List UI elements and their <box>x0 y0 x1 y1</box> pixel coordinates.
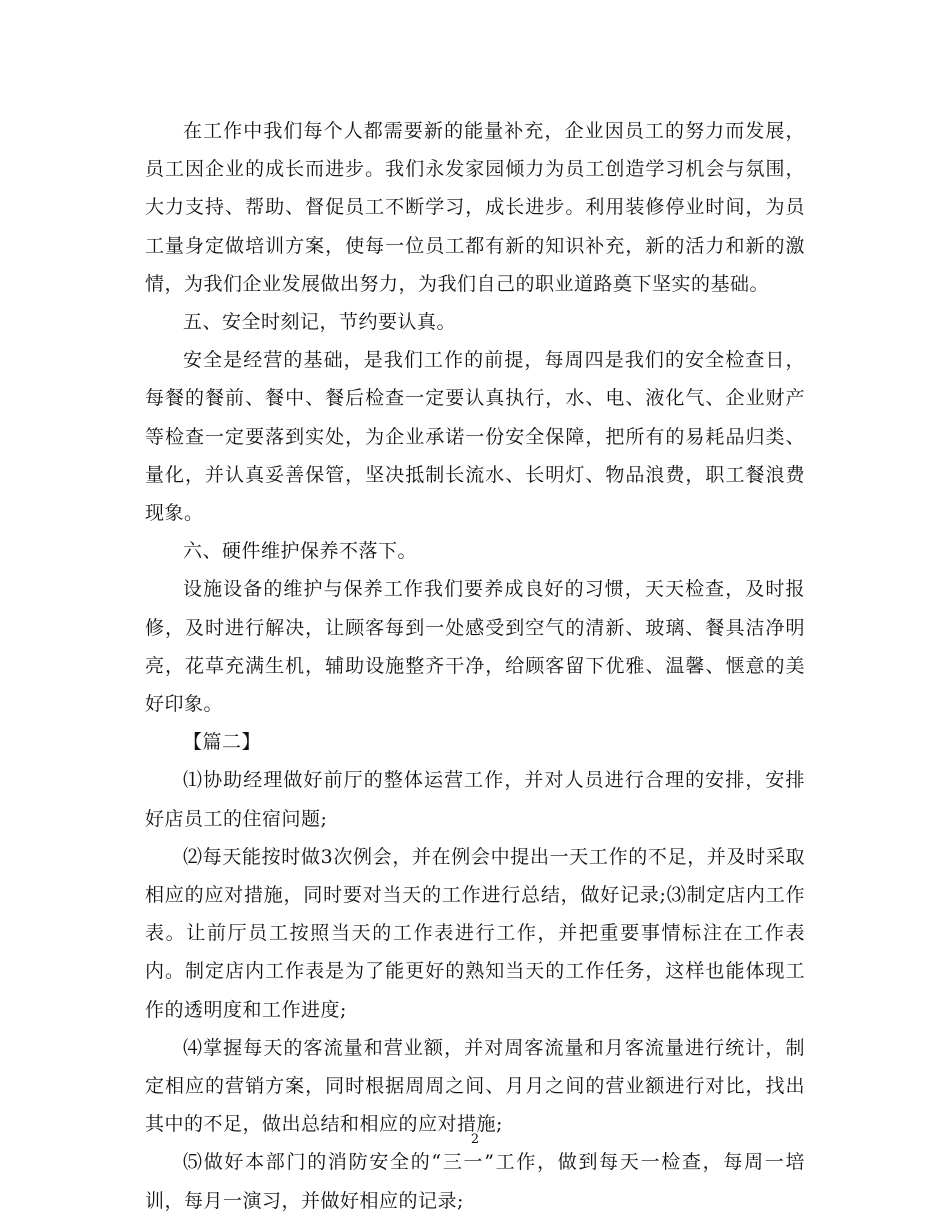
page-number: 2 <box>470 1132 480 1147</box>
paragraph-maintenance: 设施设备的维护与保养工作我们要养成良好的习惯，天天检查，及时报修，及时进行解决，让顾客每到一处感受到空气的清新、玻璃、餐具洁净明亮，花草充满生机，辅助设施整齐干净，给顾客留下优雅、温馨、惬意的美好印象。 <box>145 578 805 716</box>
list-item-4: ⑷掌握每天的客流量和营业额，并对周客流量和月客流量进行统计，制定相应的营销方案，同时根据周周之间、月月之间的营业额进行对比，找出其中的不足，做出总结和相应的应对措施; <box>145 1036 805 1136</box>
heading-section-six: 六、硬件维护保养不落下。 <box>183 540 418 563</box>
list-item-1: ⑴协助经理做好前厅的整体运营工作，并对人员进行合理的安排，安排好店员工的住宿问题; <box>145 769 805 830</box>
heading-section-five: 五、安全时刻记，节约要认真。 <box>183 311 457 334</box>
paragraph-staff-training: 在工作中我们每个人都需要新的能量补充，企业因员工的努力而发展，员工因企业的成长而进步。我们永发家园倾力为员工创造学习机会与氛围，大力支持、帮助、督促员工不断学习，成长进步。利用装修停业时间，为员工量身定做培训方案，使每一位员工都有新的知识补充，新的活力和新的激情，为我们企业发展做出努力，为我们自己的职业道路奠下坚实的基础。 <box>145 120 805 295</box>
list-item-5: ⑸做好本部门的消防安全的“三一”工作，做到每天一检查，每周一培训，每月一演习，并做好相应的记录; <box>145 1151 805 1212</box>
paragraph-safety: 安全是经营的基础，是我们工作的前提，每周四是我们的安全检查日，每餐的餐前、餐中、餐后检查一定要认真执行，水、电、液化气、企业财产等检查一定要落到实处，为企业承诺一份安全保障，把所有的易耗品归类、量化，并认真妥善保管，坚决抵制长流水、长明灯、物品浪费，职工餐浪费现象。 <box>145 349 805 525</box>
list-item-2: ⑵每天能按时做3次例会，并在例会中提出一天工作的不足，并及时采取相应的应对措施，同时要对当天的工作进行总结，做好记录;⑶制定店内工作表。让前厅员工按照当天的工作表进行工作，并把重要事情标注在工作表内。制定店内工作表是为了能更好的熟知当天的工作任务，这样也能体现工作的透明度和工作进度; <box>145 845 805 1021</box>
document-body <box>145 112 805 1220</box>
heading-part-two: 【篇二】 <box>183 731 262 754</box>
